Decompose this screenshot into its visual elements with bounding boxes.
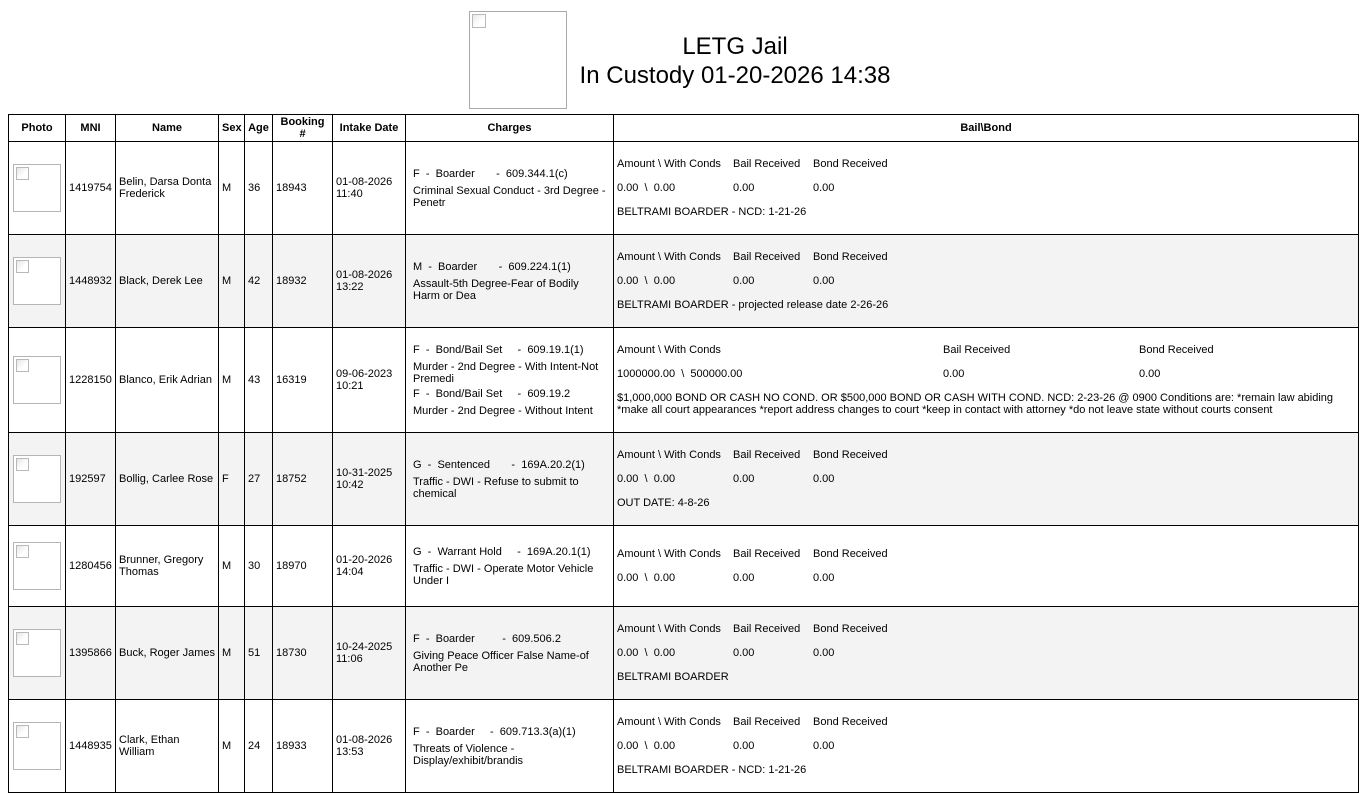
photo-cell — [9, 700, 66, 793]
bail-note: OUT DATE: 4-8-26 — [617, 497, 710, 509]
charges-cell — [406, 526, 614, 607]
sex-cell: M — [219, 607, 245, 700]
broken-image-icon — [16, 725, 29, 738]
bond-received-value: 0.00 — [813, 647, 835, 659]
bail-grid — [617, 158, 1355, 194]
mni-cell: 1448935 — [66, 700, 116, 793]
bail-note: BELTRAMI BOARDER - NCD: 1-21-26 — [617, 206, 807, 218]
age-cell: 43 — [245, 328, 273, 433]
age-cell: 27 — [245, 433, 273, 526]
bail-amount-value: 0.00 \ 0.00 — [617, 740, 676, 752]
intake-cell — [333, 607, 406, 700]
bail-received-value: 0.00 — [733, 740, 755, 752]
booking-cell: 18730 — [273, 607, 333, 700]
report-subtitle: In Custody 01-20-2026 14:38 — [579, 62, 891, 89]
intake-time: 10:21 — [336, 380, 364, 392]
intake-time: 10:42 — [336, 479, 364, 491]
col-header-name: Name — [116, 115, 219, 142]
charges-cell — [406, 142, 614, 235]
bond-received-value: 0.00 — [813, 275, 835, 287]
charge-code: G - Warrant Hold - 169A.20.1(1) — [413, 545, 591, 558]
name-cell: Blanco, Erik Adrian — [116, 328, 219, 433]
sex-cell: M — [219, 700, 245, 793]
charges-cell — [406, 433, 614, 526]
booking-cell: 18933 — [273, 700, 333, 793]
bail-received-label: Bail Received — [733, 158, 801, 170]
bond-received-label: Bond Received — [813, 548, 888, 560]
photo-cell — [9, 142, 66, 235]
name-cell: Belin, Darsa Donta Frederick — [116, 142, 219, 235]
table-row — [9, 607, 1359, 700]
inmate-photo[interactable] — [13, 356, 61, 404]
col-header-bail-bond: Bail\Bond — [614, 115, 1359, 142]
broken-image-icon — [16, 458, 29, 471]
bond-received-value: 0.00 — [1139, 368, 1161, 380]
bail-note: BELTRAMI BOARDER - NCD: 1-21-26 — [617, 764, 807, 776]
bail-cell — [614, 433, 1359, 526]
intake-time: 13:53 — [336, 746, 364, 758]
col-header-sex: Sex — [219, 115, 245, 142]
intake-date: 09-06-2023 — [336, 368, 393, 380]
intake-time: 14:04 — [336, 566, 364, 578]
bail-amount-value: 0.00 \ 0.00 — [617, 473, 676, 485]
col-header-charges: Charges — [406, 115, 614, 142]
inmate-photo[interactable] — [13, 455, 61, 503]
charges-cell — [406, 700, 614, 793]
bail-grid — [617, 449, 1355, 485]
sex-cell: M — [219, 142, 245, 235]
bail-grid — [617, 623, 1355, 659]
bail-note: $1,000,000 BOND OR CASH NO COND. OR $500,000 BOND OR CASH WITH COND. NCD: 2-23-26 @ 0900 Conditions are: *remain law abiding *make all court appearances *report address changes to court *keep in contact with attorney *do not leave state without courts consent — [617, 392, 1334, 416]
charge-description: Murder - 2nd Degree - With Intent-Not Premedi — [413, 360, 599, 385]
bond-received-label: Bond Received — [813, 449, 888, 461]
sex-cell: M — [219, 328, 245, 433]
intake-cell — [333, 433, 406, 526]
bail-amount-value: 0.00 \ 0.00 — [617, 572, 676, 584]
table-row — [9, 700, 1359, 793]
bail-cell — [614, 607, 1359, 700]
broken-image-icon — [16, 632, 29, 645]
sex-cell: M — [219, 526, 245, 607]
charge-description: Giving Peace Officer False Name-of Another Pe — [413, 649, 589, 674]
booking-cell: 18932 — [273, 235, 333, 328]
col-header-age: Age — [245, 115, 273, 142]
bail-amount-label: Amount \ With Conds — [617, 251, 721, 263]
charge-entry — [413, 261, 606, 302]
bail-received-value: 0.00 — [733, 182, 755, 194]
bond-received-label: Bond Received — [1139, 344, 1214, 356]
bond-received-label: Bond Received — [813, 716, 888, 728]
table-row — [9, 328, 1359, 433]
charge-description: Traffic - DWI - Refuse to submit to chemical — [413, 475, 579, 500]
intake-cell — [333, 328, 406, 433]
mni-cell: 192597 — [66, 433, 116, 526]
bond-received-value: 0.00 — [813, 473, 835, 485]
broken-image-icon — [16, 260, 29, 273]
intake-time: 11:06 — [336, 653, 363, 665]
bail-amount-label: Amount \ With Conds — [617, 158, 721, 170]
bail-cell — [614, 235, 1359, 328]
table-row — [9, 526, 1359, 607]
bail-grid — [617, 251, 1355, 287]
booking-cell: 16319 — [273, 328, 333, 433]
age-cell: 42 — [245, 235, 273, 328]
bail-grid — [617, 548, 1355, 584]
bond-received-label: Bond Received — [813, 623, 888, 635]
charge-code: G - Sentenced - 169A.20.2(1) — [413, 458, 585, 471]
charge-code: F - Boarder - 609.344.1(c) — [413, 167, 568, 180]
inmate-photo[interactable] — [13, 257, 61, 305]
intake-cell — [333, 235, 406, 328]
age-cell: 36 — [245, 142, 273, 235]
table-header-row — [9, 115, 1359, 142]
booking-cell: 18752 — [273, 433, 333, 526]
agency-logo-image — [469, 11, 567, 109]
booking-cell: 18970 — [273, 526, 333, 607]
intake-date: 01-08-2026 — [336, 734, 393, 746]
inmate-photo[interactable] — [13, 164, 61, 212]
bail-note: BELTRAMI BOARDER - projected release date 2-26-26 — [617, 299, 889, 311]
charge-description: Criminal Sexual Conduct - 3rd Degree - Penetr — [413, 184, 606, 209]
charge-entry — [413, 168, 606, 209]
inmate-photo[interactable] — [13, 629, 61, 677]
charge-code: F - Bond/Bail Set - 609.19.1(1) — [413, 343, 584, 356]
report-title: LETG Jail — [682, 33, 788, 60]
intake-time: 11:40 — [336, 188, 363, 200]
charges-cell — [406, 328, 614, 433]
charge-entry — [413, 459, 606, 500]
bail-received-value: 0.00 — [733, 647, 755, 659]
report-header — [0, 0, 1366, 114]
bail-received-label: Bail Received — [943, 344, 1011, 356]
bail-received-label: Bail Received — [733, 716, 801, 728]
charges-cell — [406, 607, 614, 700]
mni-cell: 1228150 — [66, 328, 116, 433]
intake-date: 10-24-2025 — [336, 641, 393, 653]
bail-received-label: Bail Received — [733, 449, 801, 461]
name-cell: Black, Derek Lee — [116, 235, 219, 328]
bail-amount-label: Amount \ With Conds — [617, 344, 721, 356]
table-row — [9, 235, 1359, 328]
charge-description: Traffic - DWI - Operate Motor Vehicle Under I — [413, 562, 594, 587]
photo-cell — [9, 526, 66, 607]
charge-entry — [413, 388, 606, 417]
mni-cell: 1419754 — [66, 142, 116, 235]
bail-amount-value: 0.00 \ 0.00 — [617, 275, 676, 287]
charge-code: F - Boarder - 609.506.2 — [413, 632, 561, 645]
inmate-photo[interactable] — [13, 542, 61, 590]
report-title-block — [560, 32, 910, 90]
mni-cell: 1448932 — [66, 235, 116, 328]
bail-grid — [617, 344, 1355, 380]
bail-amount-value: 1000000.00 \ 500000.00 — [617, 368, 743, 380]
table-row — [9, 142, 1359, 235]
bail-amount-label: Amount \ With Conds — [617, 449, 721, 461]
bail-received-label: Bail Received — [733, 623, 801, 635]
charge-entry — [413, 546, 606, 587]
booking-cell: 18943 — [273, 142, 333, 235]
charge-code: M - Boarder - 609.224.1(1) — [413, 260, 571, 273]
intake-date: 01-20-2026 — [336, 554, 393, 566]
bail-amount-label: Amount \ With Conds — [617, 716, 721, 728]
inmate-photo[interactable] — [13, 722, 61, 770]
charge-description: Threats of Violence - Display/exhibit/brandis — [413, 742, 524, 767]
charge-entry — [413, 726, 606, 767]
charges-cell — [406, 235, 614, 328]
mni-cell: 1395866 — [66, 607, 116, 700]
name-cell: Clark, Ethan William — [116, 700, 219, 793]
charge-description: Assault-5th Degree-Fear of Bodily Harm or Dea — [413, 277, 579, 302]
intake-cell — [333, 526, 406, 607]
charge-code: F - Bond/Bail Set - 609.19.2 — [413, 387, 571, 400]
photo-cell — [9, 235, 66, 328]
intake-time: 13:22 — [336, 281, 364, 293]
bail-amount-value: 0.00 \ 0.00 — [617, 647, 676, 659]
charge-entry — [413, 633, 606, 674]
broken-image-icon — [16, 359, 29, 372]
age-cell: 30 — [245, 526, 273, 607]
bail-received-label: Bail Received — [733, 251, 801, 263]
charge-entry — [413, 344, 606, 385]
name-cell: Bollig, Carlee Rose — [116, 433, 219, 526]
mni-cell: 1280456 — [66, 526, 116, 607]
bail-cell — [614, 328, 1359, 433]
bail-amount-label: Amount \ With Conds — [617, 623, 721, 635]
bail-received-value: 0.00 — [733, 473, 755, 485]
bond-received-value: 0.00 — [813, 572, 835, 584]
bond-received-value: 0.00 — [813, 182, 835, 194]
broken-image-icon — [16, 545, 29, 558]
intake-date: 01-08-2026 — [336, 176, 393, 188]
table-row — [9, 433, 1359, 526]
bail-grid — [617, 716, 1355, 752]
photo-cell — [9, 328, 66, 433]
bail-received-value: 0.00 — [733, 275, 755, 287]
sex-cell: F — [219, 433, 245, 526]
bail-cell — [614, 526, 1359, 607]
bail-received-value: 0.00 — [733, 572, 755, 584]
bail-cell — [614, 142, 1359, 235]
intake-cell — [333, 142, 406, 235]
inmate-roster-table — [8, 114, 1359, 793]
bond-received-value: 0.00 — [813, 740, 835, 752]
col-header-mni: MNI — [66, 115, 116, 142]
bond-received-label: Bond Received — [813, 251, 888, 263]
broken-image-icon — [472, 14, 486, 28]
intake-date: 10-31-2025 — [336, 467, 393, 479]
bail-amount-label: Amount \ With Conds — [617, 548, 721, 560]
bail-received-label: Bail Received — [733, 548, 801, 560]
broken-image-icon — [16, 167, 29, 180]
intake-cell — [333, 700, 406, 793]
col-header-intake-date: Intake Date — [333, 115, 406, 142]
photo-cell — [9, 607, 66, 700]
intake-date: 01-08-2026 — [336, 269, 393, 281]
charge-description: Murder - 2nd Degree - Without Intent — [413, 404, 593, 417]
age-cell: 24 — [245, 700, 273, 793]
bail-amount-value: 0.00 \ 0.00 — [617, 182, 676, 194]
col-header-booking: Booking # — [273, 115, 333, 142]
col-header-photo: Photo — [9, 115, 66, 142]
charge-code: F - Boarder - 609.713.3(a)(1) — [413, 725, 576, 738]
age-cell: 51 — [245, 607, 273, 700]
bond-received-label: Bond Received — [813, 158, 888, 170]
sex-cell: M — [219, 235, 245, 328]
bail-note: BELTRAMI BOARDER — [617, 671, 729, 683]
bail-received-value: 0.00 — [943, 368, 965, 380]
name-cell: Brunner, Gregory Thomas — [116, 526, 219, 607]
name-cell: Buck, Roger James — [116, 607, 219, 700]
photo-cell — [9, 433, 66, 526]
bail-cell — [614, 700, 1359, 793]
